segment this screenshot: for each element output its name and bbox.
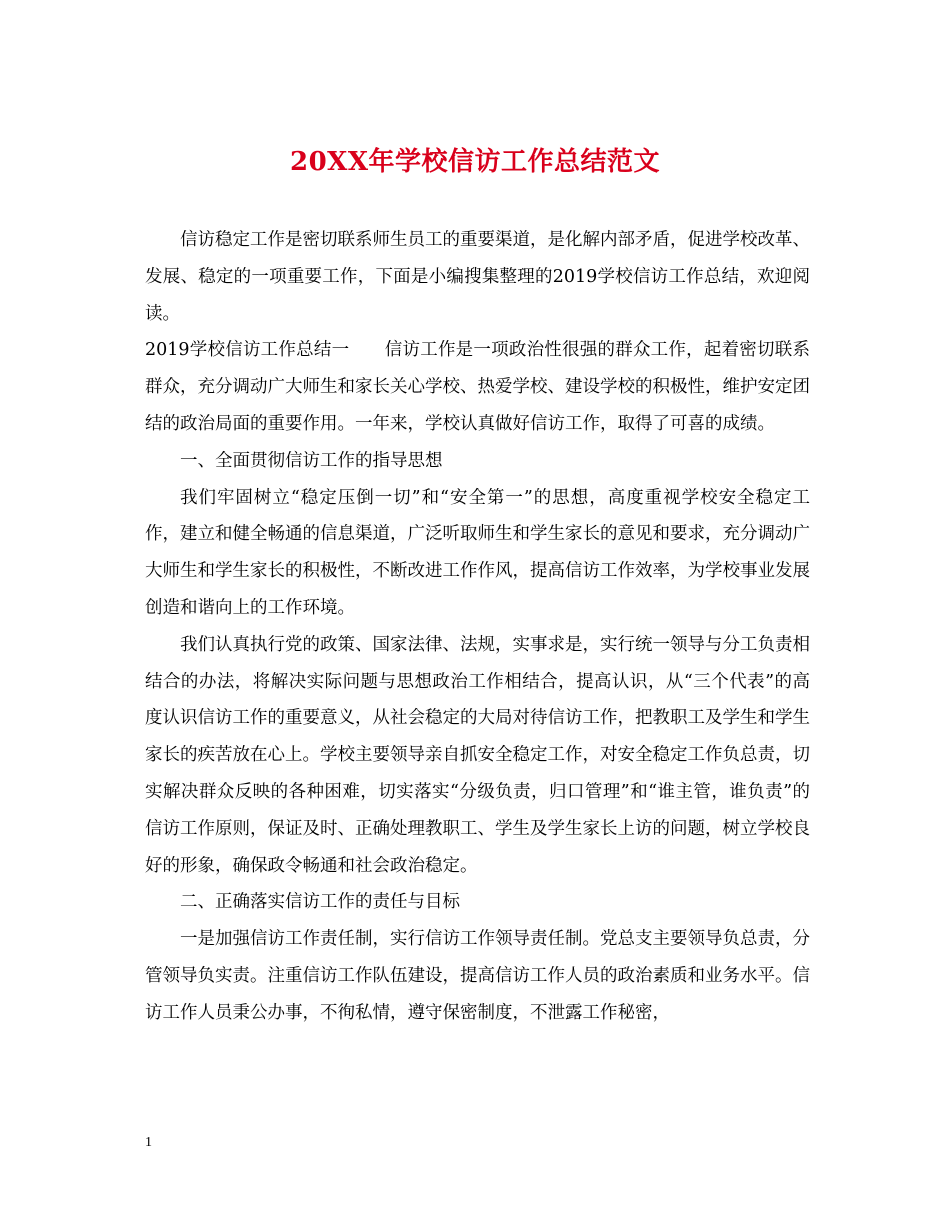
document-body [145,222,810,1032]
paragraph-policy-execution: 我们认真执行党的政策、国家法律、法规，实事求是，实行统一领导与分工负责相结合的办法，将解决实际问题与思想政治工作相结合，提高认识，从“三个代表”的高度认识信访工作的重要意义，从社会稳定的大局对待信访工作，把教职工及学生和学生家长的疾苦放在心上。学校主要领导亲自抓安全稳定工作，对安全稳定工作负总责，切实解决群众反映的各种困难，切实落实“分级负责，归口管理”和“谁主管，谁负责”的信访工作原则，保证及时、正确处理教职工、学生及学生家长上访的问题，树立学校良好的形象，确保政令畅通和社会政治稳定。 [145,634,810,876]
section-heading-1: 一、全面贯彻信访工作的指导思想 [180,450,443,471]
page-number: 1 [145,1135,152,1150]
paragraph-responsibility: 一是加强信访工作责任制，实行信访工作领导责任制。党总支主要领导负总责，分管领导负实责。注重信访工作队伍建设，提高信访工作人员的政治素质和业务水平。信访工作人员秉公办事，不徇私情，遵守保密制度，不泄露工作秘密， [145,929,810,1023]
document-title: 20XX年学校信访工作总结范文 [289,147,661,177]
paragraph-summary-one: 2019学校信访工作总结一 信访工作是一项政治性很强的群众工作，起着密切联系群众，充分调动广大师生和家长关心学校、热爱学校、建设学校的积极性，维护安定团结的政治局面的重要作用。一年来，学校认真做好信访工作，取得了可喜的成绩。 [145,340,810,434]
paragraph-intro: 信访稳定工作是密切联系师生员工的重要渠道，是化解内部矛盾，促进学校改革、发展、稳定的一项重要工作，下面是小编搜集整理的2019学校信访工作总结，欢迎阅读。 [145,230,810,324]
section-heading-2: 二、正确落实信访工作的责任与目标 [180,892,460,913]
paragraph-guiding-thought: 我们牢固树立“稳定压倒一切”和“安全第一”的思想，高度重视学校安全稳定工作，建立和健全畅通的信息渠道，广泛听取师生和学生家长的意见和要求，充分调动广大师生和学生家长的积极性，不断改进工作作风，提高信访工作效率，为学校事业发展创造和谐向上的工作环境。 [145,487,810,618]
